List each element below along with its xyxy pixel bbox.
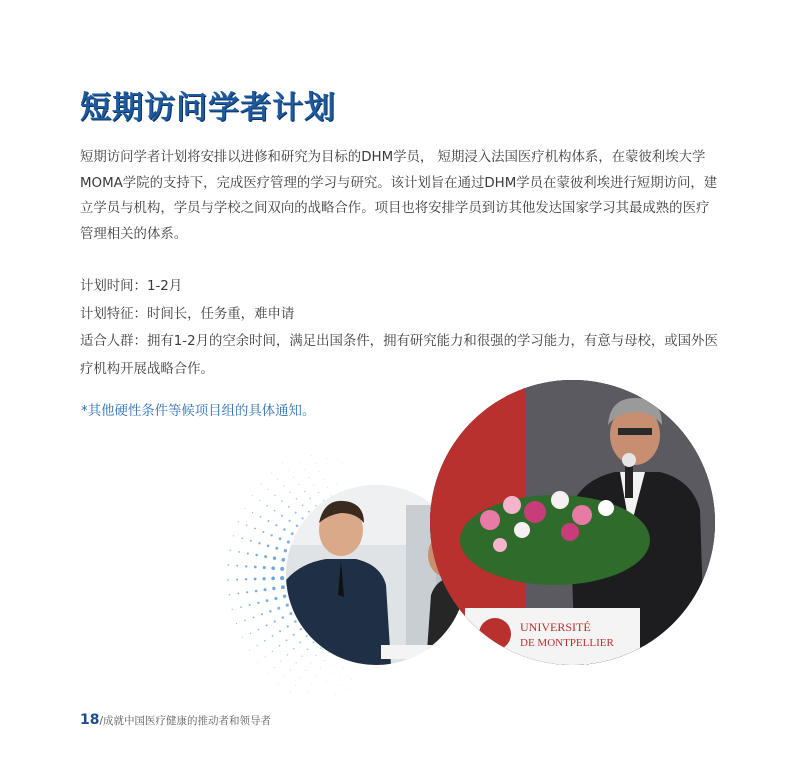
program-details <box>80 273 720 383</box>
decorative-dot <box>281 558 285 562</box>
decorative-dot <box>287 654 288 655</box>
detail-audience: 适合人群：拥有1-2月的空余时间，满足出国条件，拥有研究能力和很强的学习能力，有意与母校，或国外医疗机构开展战略合作。 <box>80 334 718 377</box>
decorative-dot <box>259 500 260 501</box>
decorative-dot <box>258 629 260 631</box>
decorative-dot <box>266 624 268 626</box>
decorative-dot <box>271 566 275 570</box>
decorative-dot <box>227 579 228 580</box>
decorative-dot <box>236 565 238 567</box>
decorative-dot <box>281 500 283 502</box>
decorative-dot <box>236 579 238 581</box>
decorative-dot <box>300 628 302 630</box>
decorative-dot <box>274 620 276 622</box>
decorative-dot <box>293 648 295 650</box>
decorative-dot <box>290 670 291 671</box>
decorative-dot <box>250 540 252 542</box>
decorative-dot <box>274 495 275 496</box>
decorative-dot <box>279 630 281 632</box>
decorative-dot <box>318 492 319 493</box>
decorative-dot <box>249 650 250 651</box>
decorative-dot <box>275 524 277 526</box>
decorative-dot <box>229 594 230 595</box>
decorative-dot <box>281 585 285 589</box>
decorative-dot <box>246 525 247 526</box>
decorative-dot <box>244 620 245 621</box>
decorative-dot <box>323 479 324 480</box>
decorative-dot <box>228 564 229 565</box>
decorative-dot <box>338 685 339 686</box>
decorative-dot <box>257 645 258 646</box>
decorative-dot <box>255 590 258 593</box>
decorative-dot <box>296 498 298 500</box>
decorative-dot <box>269 610 272 613</box>
decorative-dot <box>257 602 259 604</box>
decorative-dot <box>254 528 256 530</box>
decorative-dot <box>277 479 278 480</box>
decorative-dot <box>258 662 259 663</box>
decorative-dot <box>319 471 320 472</box>
decorative-dot <box>279 645 281 647</box>
decorative-dot <box>242 637 243 638</box>
decorative-dot <box>284 549 287 552</box>
page-footer <box>80 712 271 728</box>
decorative-dot <box>333 665 334 666</box>
decorative-dot <box>299 484 300 485</box>
decorative-dot <box>296 525 299 528</box>
decorative-dot <box>320 668 321 669</box>
decorative-dot <box>253 617 255 619</box>
decorative-dot <box>230 550 231 551</box>
decorative-dot <box>324 660 325 661</box>
decorative-dot <box>283 485 284 486</box>
decorative-dot <box>271 577 275 581</box>
decorative-dot <box>299 641 301 643</box>
decorative-dot <box>252 495 253 496</box>
decorative-dot <box>287 540 290 543</box>
decorative-dot <box>277 607 280 610</box>
decorative-dot <box>282 463 283 464</box>
decorative-dot <box>236 623 237 624</box>
decorative-dot <box>281 616 284 619</box>
decorative-dot <box>280 576 284 580</box>
decorative-dot <box>240 606 242 608</box>
decorative-dot <box>290 692 291 693</box>
decorative-dot <box>262 577 265 580</box>
decorative-dot <box>323 690 324 691</box>
decorative-dot <box>281 515 283 517</box>
detail-features: 计划特征：时间长，任务重，难申请 <box>80 306 295 322</box>
decorative-dot <box>264 588 267 591</box>
footnote: *其他硬性条件等候项目组的具体通知。 <box>81 404 316 419</box>
decorative-dot <box>311 455 312 456</box>
decorative-dot <box>261 483 262 484</box>
decorative-dot <box>320 647 321 648</box>
decorative-dot <box>238 551 240 553</box>
decorative-dot <box>273 557 276 560</box>
podium-text-line1: UNIVERSITÉ <box>520 620 591 634</box>
decorative-dot <box>275 547 278 550</box>
decorative-dot <box>261 613 263 615</box>
decorative-dot <box>305 670 306 671</box>
decorative-dot <box>327 487 328 488</box>
decorative-dot <box>272 635 274 637</box>
decorative-dot <box>265 656 266 657</box>
decorative-dot <box>335 694 336 695</box>
decorative-dot <box>346 481 347 482</box>
page-number: 18 <box>80 712 100 728</box>
decorative-dot <box>295 685 296 686</box>
decorative-dot <box>344 472 345 473</box>
decorative-dot <box>254 566 257 569</box>
decorative-dot <box>336 483 337 484</box>
decorative-dot <box>300 677 301 678</box>
decorative-dot <box>286 639 288 641</box>
decorative-dot <box>264 555 267 558</box>
decorative-dot <box>333 475 334 476</box>
decorative-dot <box>280 661 281 662</box>
decorative-dot <box>252 512 253 513</box>
decorative-dot <box>268 489 269 490</box>
decorative-dot <box>245 565 247 567</box>
speaker-photo <box>430 380 715 665</box>
decorative-dot <box>304 469 305 470</box>
decorative-dot <box>288 520 290 522</box>
decorative-dot <box>283 528 286 531</box>
decorative-dot <box>280 567 284 571</box>
decorative-dot <box>299 462 300 463</box>
decorative-dot <box>274 667 275 668</box>
decorative-dot <box>340 677 341 678</box>
decorative-dot <box>245 578 247 580</box>
decorative-dot <box>288 470 289 471</box>
decorative-dot <box>296 663 297 664</box>
detail-duration: 计划时间：1-2月 <box>80 279 183 294</box>
decorative-dot <box>260 516 262 518</box>
decorative-dot <box>294 620 297 623</box>
decorative-dot <box>353 670 354 671</box>
decorative-dot <box>283 595 287 599</box>
decorative-dot <box>313 642 315 644</box>
decorative-dot <box>307 649 309 651</box>
decorative-dot <box>291 532 294 535</box>
decorative-dot <box>327 681 328 682</box>
decorative-dot <box>247 552 249 554</box>
podium-text-line2: DE MONTPELLIER <box>520 637 614 649</box>
decorative-dot <box>274 510 276 512</box>
decorative-dot <box>315 463 316 464</box>
decorative-dot <box>271 473 272 474</box>
decorative-dot <box>267 544 270 547</box>
decorative-dot <box>274 597 277 600</box>
decorative-dot <box>263 566 266 569</box>
decorative-dot <box>293 634 295 636</box>
decorative-dot <box>241 538 243 540</box>
decorative-dot <box>279 537 282 540</box>
decorative-dot <box>350 688 351 689</box>
decorative-dot <box>262 531 264 533</box>
decorative-dot <box>284 677 285 678</box>
decorative-dot <box>272 587 275 590</box>
intro-paragraph: 短期访问学者计划将安排以进修和研究为目标的DHM学员， 短期浸入法国医疗机构体系，在蒙彼利埃大学MOMA学院的支持下，完成医疗管理的学习与研究。该计划旨在通过DHM学员在蒙彼利埃进行短期访问，建立学员与机构，学员与学校之间双向的战略合作。项目也将安排学员到访其他发达国家学习其最成熟的医疗管理相关的体系。 <box>80 150 718 242</box>
decorative-dot <box>289 492 290 493</box>
decorative-dot <box>302 504 304 506</box>
decorative-dot <box>316 676 317 677</box>
decorative-dot <box>266 599 269 602</box>
decorative-dot <box>237 593 239 595</box>
decorative-dot <box>304 491 305 492</box>
decorative-dot <box>330 673 331 674</box>
decorative-dot <box>266 505 267 506</box>
decorative-dot <box>268 673 269 674</box>
decorative-dot <box>289 612 292 615</box>
decorative-dot <box>255 554 258 557</box>
decorative-dot <box>306 635 308 637</box>
decorative-dot <box>233 535 234 536</box>
decorative-dot <box>315 655 316 656</box>
decorative-dot <box>246 591 248 593</box>
decorative-dot <box>327 458 328 459</box>
decorative-dot <box>342 463 343 464</box>
decorative-dot <box>286 603 289 606</box>
decorative-dot <box>293 477 294 478</box>
decorative-dot <box>313 485 314 486</box>
decorative-dot <box>301 656 302 657</box>
decorative-dot <box>250 633 251 634</box>
decorative-dot <box>307 692 308 693</box>
decorative-dot <box>270 534 272 536</box>
decorative-dot <box>232 609 233 610</box>
decorative-dot <box>287 625 289 627</box>
decorative-dot <box>310 498 311 499</box>
decorative-dot <box>258 542 260 544</box>
decorative-dot <box>311 684 312 685</box>
decorative-dot <box>268 520 270 522</box>
decorative-dot <box>264 640 265 641</box>
decorative-dot <box>330 467 331 468</box>
footer-tagline: /成就中国医疗健康的推动者和领导者 <box>99 715 272 727</box>
decorative-dot <box>295 512 297 514</box>
decorative-dot <box>249 604 251 606</box>
decorative-dot <box>238 521 239 522</box>
decorative-dot <box>343 668 344 669</box>
decorative-dot <box>288 506 290 508</box>
decorative-dot <box>272 651 273 652</box>
decorative-dot <box>254 578 257 581</box>
page-title: 短期访问学者计划 <box>80 90 336 126</box>
decorative-dot <box>244 508 245 509</box>
decorative-dot <box>310 662 311 663</box>
decorative-dot <box>301 517 303 519</box>
decorative-dot <box>351 679 352 680</box>
decorative-dot <box>309 477 310 478</box>
decorative-dot <box>278 683 279 684</box>
